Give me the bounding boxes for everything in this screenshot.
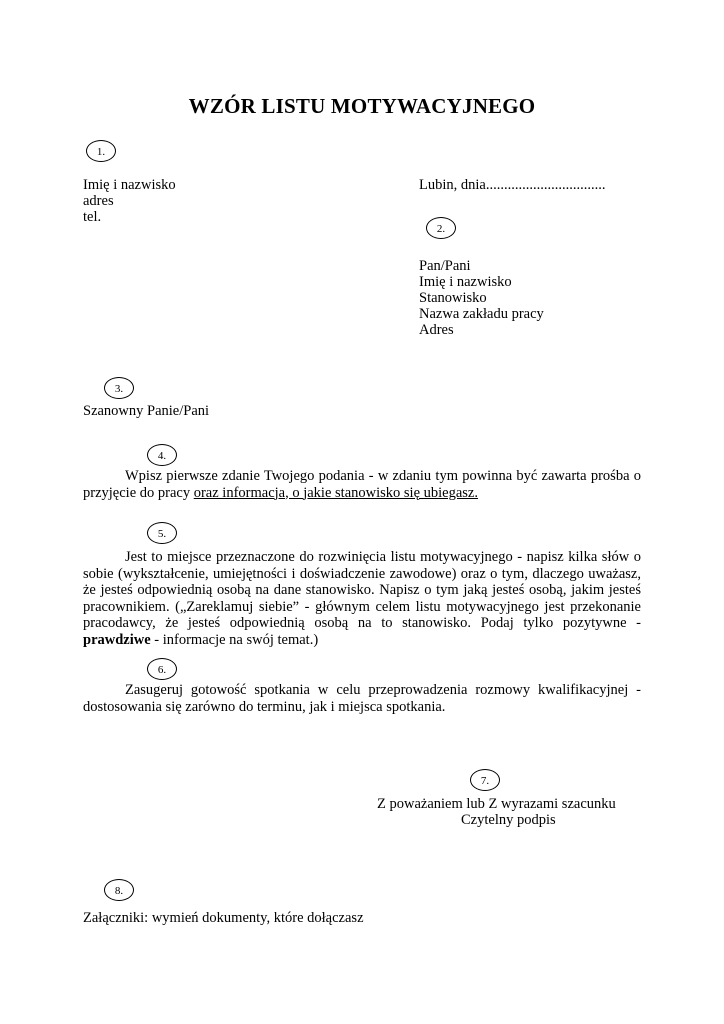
section-marker-2: 2.: [426, 217, 456, 239]
recipient-company: Nazwa zakładu pracy: [419, 306, 544, 322]
section-5-bold-text: prawdziwe: [83, 631, 151, 648]
section-marker-5: 5.: [147, 522, 177, 544]
sender-address: adres: [83, 193, 114, 209]
section-marker-6: 6.: [147, 658, 177, 680]
section-5-paragraph: [83, 549, 641, 648]
section-marker-3: 3.: [104, 377, 134, 399]
section-marker-1: 1.: [86, 140, 116, 162]
place-date: Lubin, dnia.................................: [419, 177, 606, 193]
recipient-salutation: Pan/Pani: [419, 258, 471, 274]
signature-line: Czytelny podpis: [461, 812, 556, 828]
section-4-paragraph: [83, 468, 641, 501]
section-marker-7: 7.: [470, 769, 500, 791]
section-marker-4: 4.: [147, 444, 177, 466]
sender-name: Imię i nazwisko: [83, 177, 176, 193]
section-6-text: Zasugeruj gotowość spotkania w celu przeprowadzenia rozmowy kwalifikacyjnej - dostosowania się zarówno do terminu, jak i miejsca spotkania.: [83, 682, 641, 715]
recipient-name: Imię i nazwisko: [419, 274, 512, 290]
recipient-address: Adres: [419, 322, 454, 338]
section-5-text-end: - informacje na swój temat.): [150, 631, 319, 648]
document-title: WZÓR LISTU MOTYWACYJNEGO: [188, 94, 536, 118]
greeting: Szanowny Panie/Pani: [83, 403, 210, 419]
section-6-paragraph: [83, 682, 641, 715]
attachments-line: Załączniki: wymień dokumenty, które dołączasz: [83, 910, 364, 926]
section-marker-8: 8.: [104, 879, 134, 901]
recipient-position: Stanowisko: [419, 290, 487, 306]
sender-phone: tel.: [83, 209, 102, 225]
section-5-text: Jest to miejsce przeznaczone do rozwinięcia listu motywacyjnego - napisz kilka słów o sobie (wykształcenie, umiejętności i doświadczenie zawodowe) oraz o tym, dlaczego uważasz, że jesteś odpowiednią osobą na dane stanowisko. Napisz o tym jaką jesteś osobą, jakim jesteś pracownikiem. („Zareklamuj siebie” - głównym celem listu motywacyjnego jest przekonanie pracodawcy, że jesteś odpowiednią osobą na to stanowisko. Podaj tylko pozytywne -: [83, 549, 641, 631]
closing-formula: Z poważaniem lub Z wyrazami szacunku: [377, 796, 616, 812]
section-4-text: Wpisz pierwsze zdanie Twojego podania - w zdaniu tym powinna być zawarta prośba o przyjęcie do pracy: [83, 468, 641, 501]
section-4-underlined-text: oraz informacja, o jakie stanowisko się ubiegasz.: [193, 484, 478, 501]
